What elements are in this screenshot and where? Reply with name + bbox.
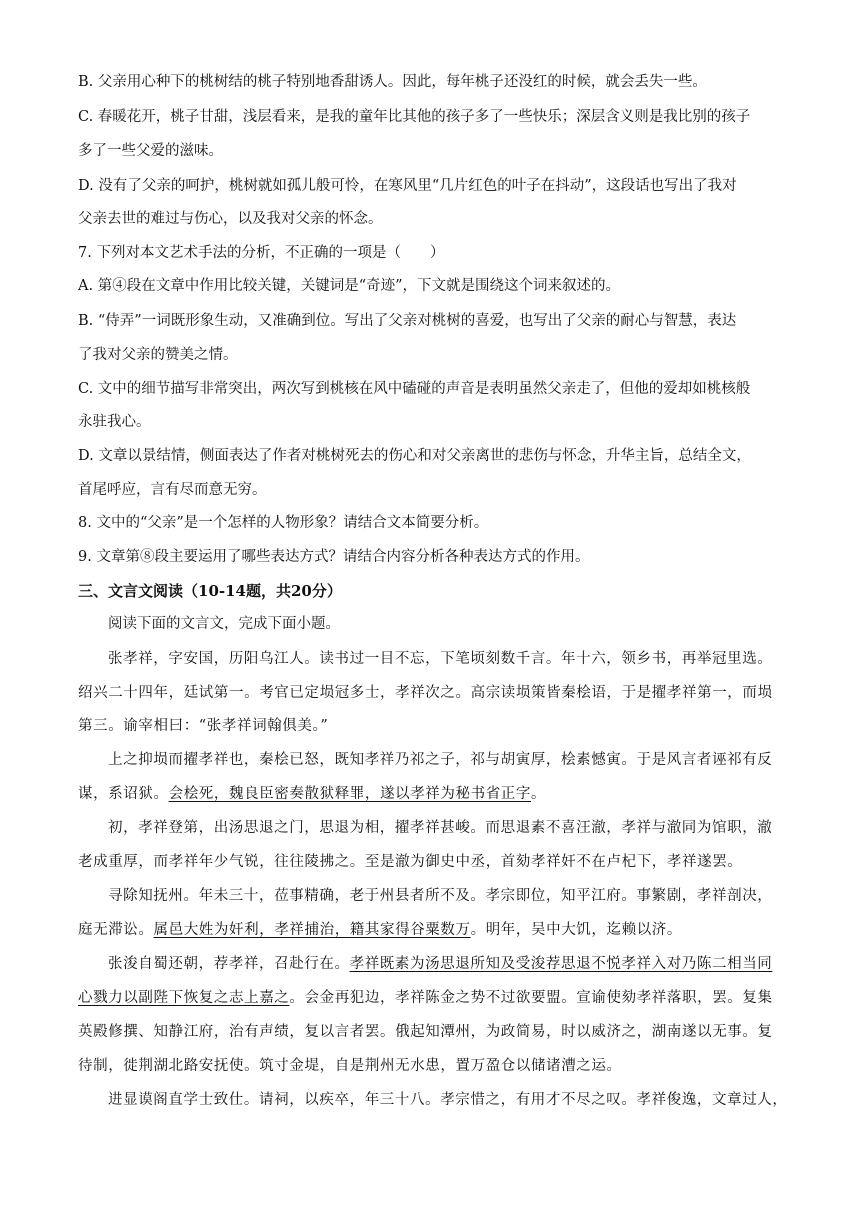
passage-p5-line1 bbox=[108, 954, 788, 974]
option-7a: A. 第④段在文章中作用比较关键，关键词是“奇迹”，下文就是围绕这个词来叙述的。 bbox=[78, 278, 621, 294]
question-8: 8. 文中的“父亲”是一个怎样的人物形象？请结合文本简要分析。 bbox=[78, 515, 489, 531]
question-9: 9. 文章第⑧段主要运用了哪些表达方式？请结合内容分析各种表达方式的作用。 bbox=[78, 549, 590, 565]
passage-p1-line3: 第三。谕宰相曰：“张孝祥词翰俱美。” bbox=[78, 718, 329, 734]
passage-p1-line1: 张孝祥，字安国，历阳乌江人。读书过一目不忘，下笔顷刻数千言。年十六，领乡书，再举冠里选。 bbox=[108, 651, 773, 667]
passage-p3-line1: 初，孝祥登第，出汤思退之门，思退为相，擢孝祥甚峻。而思退素不喜汪澈，孝祥与澈同为馆职，澈 bbox=[108, 820, 773, 836]
passage-text: 。明年，吴中大饥，迄赖以济。 bbox=[470, 922, 683, 938]
passage-p4-line2 bbox=[78, 920, 788, 940]
passage-p2-line2 bbox=[78, 784, 788, 804]
passage-text: 谋，系诏狱。 bbox=[78, 786, 169, 802]
option-7b-line2: 了我对父亲的赞美之情。 bbox=[78, 347, 238, 363]
underlined-sentence-3a: 孝祥既素为汤思退所知及受浚荐思退不悦孝祥入对乃陈二相当同 bbox=[349, 956, 773, 972]
passage-text: 张浚自蜀还朝，荐孝祥，召赴行在。 bbox=[108, 956, 350, 972]
section-heading: 三、文言文阅读（10-14题，共20分） bbox=[78, 582, 342, 600]
option-7c-line2: 永驻我心。 bbox=[78, 414, 151, 430]
underlined-sentence-1: 会桧死，魏良臣密奏散狱释罪，遂以孝祥为秘书省正字 bbox=[168, 786, 532, 802]
passage-p3-line2: 老成重厚，而孝祥年少气锐，往往陵拂之。至是澈为御史中丞，首劾孝祥奸不在卢杞下，孝祥遂罢。 bbox=[78, 854, 743, 870]
passage-p6-line1: 进显谟阁直学士致仕。请祠，以疾卒，年三十八。孝宗惜之，有用才不尽之叹。孝祥俊逸，文章过人， bbox=[108, 1092, 788, 1108]
reading-instruction: 阅读下面的文言文，完成下面小题。 bbox=[108, 616, 340, 632]
passage-text: 庭无滞讼。 bbox=[78, 922, 154, 938]
passage-p4-line1: 寻除知抚州。年未三十，莅事精确，老于州县者所不及。孝宗即位，知平江府。事繁剧，孝祥剖决， bbox=[108, 888, 773, 904]
passage-p5-line4: 待制，徙荆湖北路安抚使。筑寸金堤，自是荆州无水患，置万盈仓以储诸漕之运。 bbox=[78, 1058, 622, 1074]
option-7d-line1: D. 文章以景结情，侧面表达了作者对桃树死去的伤心和对父亲离世的悲伤与怀念，升华主旨，总结全文， bbox=[78, 448, 751, 464]
underlined-sentence-3b: 心戮力以副陛下恢复之志上嘉之 bbox=[78, 990, 290, 1006]
underlined-sentence-2: 属邑大姓为奸利，孝祥捕治，籍其家得谷粟数万 bbox=[153, 922, 471, 938]
passage-p5-line2 bbox=[78, 988, 788, 1008]
passage-text: 。 bbox=[531, 786, 547, 802]
passage-p1-line2: 绍兴二十四年，廷试第一。考官已定埙冠多士，孝祥次之。高宗读埙策皆秦桧语，于是擢孝祥第一，而埙 bbox=[78, 685, 773, 701]
option-6c-line1: C. 春暖花开，桃子甘甜，浅层看来，是我的童年比其他的孩子多了一些快乐；深层含义则是我比别的孩子 bbox=[78, 109, 751, 125]
option-6d-line1: D. 没有了父亲的呵护，桃树就如孤儿般可怜，在寒风里“几片红色的叶子在抖动”，这段话也写出了我对 bbox=[78, 178, 737, 194]
option-6c-line2: 多了一些父爱的滋味。 bbox=[78, 143, 223, 159]
passage-text: 。会金再犯边，孝祥陈金之势不过欲要盟。宣谕使劾孝祥落职，罢。复集 bbox=[289, 990, 773, 1006]
option-7d-line2: 首尾呼应，言有尽而意无穷。 bbox=[78, 482, 267, 498]
option-6d-line2: 父亲去世的难过与伤心，以及我对父亲的怀念。 bbox=[78, 211, 383, 227]
option-7c-line1: C. 文中的细节描写非常突出，两次写到桃核在风中磕碰的声音是表明虽然父亲走了，但他的爱却如桃核般 bbox=[78, 381, 751, 397]
option-6b: B. 父亲用心种下的桃树结的桃子特别地香甜诱人。因此，每年桃子还没红的时候，就会丢失一些。 bbox=[78, 74, 707, 90]
passage-p2-line1: 上之抑埙而擢孝祥也，秦桧已怒，既知孝祥乃祁之子，祁与胡寅厚，桧素憾寅。于是风言者诬祁有反 bbox=[108, 752, 773, 768]
passage-p5-line3: 英殿修撰、知静江府，治有声绩，复以言者罢。俄起知潭州，为政简易，时以威济之，湖南遂以无事。复 bbox=[78, 1024, 773, 1040]
question-7: 7. 下列对本文艺术手法的分析，不正确的一项是（ ） bbox=[78, 245, 445, 261]
option-7b-line1: B. “侍弄”一词既形象生动，又准确到位。写出了父亲对桃树的喜爱，也写出了父亲的耐心与智慧，表达 bbox=[78, 313, 737, 329]
